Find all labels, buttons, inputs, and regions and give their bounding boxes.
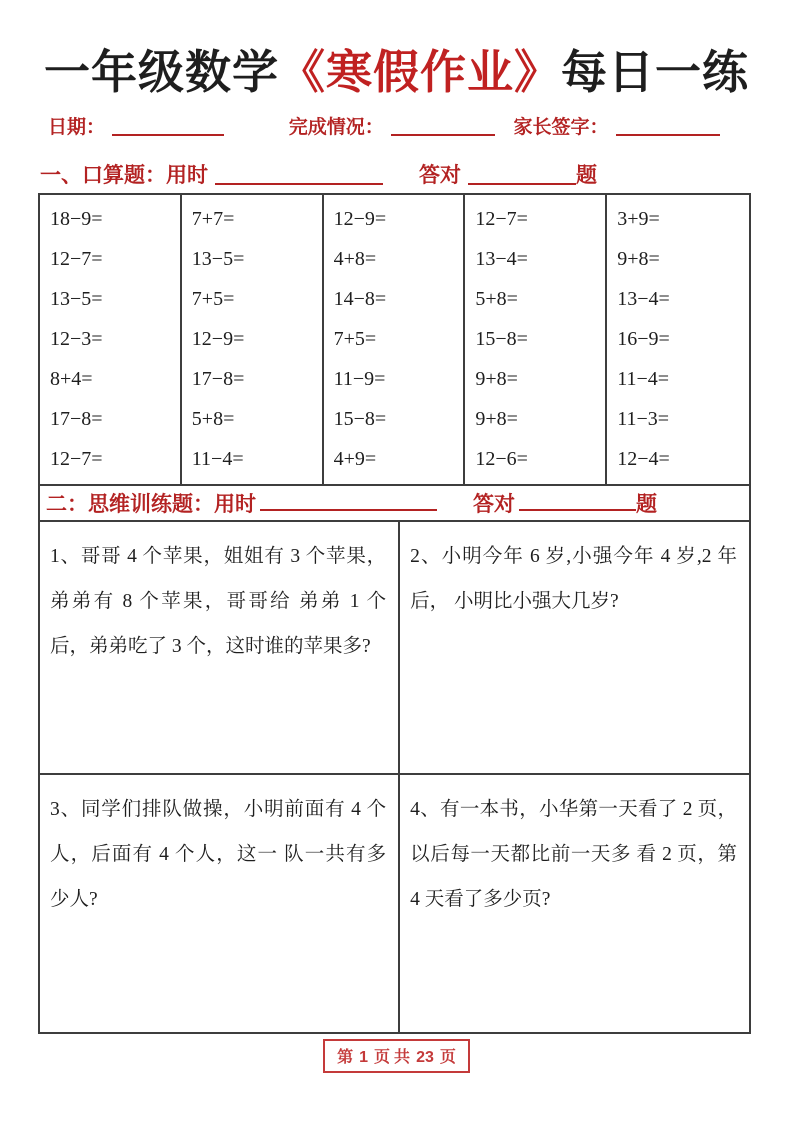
math-problem: 11−4= bbox=[191, 447, 244, 470]
oral-column-3 bbox=[324, 195, 466, 484]
math-problem: 12−4= bbox=[617, 447, 670, 470]
section2-title: 二：思维训练题：用时 bbox=[46, 492, 256, 516]
title-book-name: 《寒假作业》 bbox=[279, 47, 561, 98]
math-problem: 12−9= bbox=[191, 327, 245, 350]
oral-column-2 bbox=[182, 195, 324, 484]
word-problem-4: 4、有一本书，小华第一天看了 2 页，以后每一天都比前一天多 看 2 页，第 4 天看了多少页? bbox=[410, 799, 737, 910]
completion-field bbox=[289, 117, 495, 138]
section1-title: 一、口算题：用时 bbox=[40, 163, 208, 187]
word-problem-1: 1、哥哥 4 个苹果，姐姐有 3 个苹果，弟弟有 8 个苹果，哥哥给 弟弟 1 个后，弟弟吃了 3 个，这时谁的苹果多? bbox=[40, 522, 400, 775]
math-problem: 13−5= bbox=[50, 288, 103, 311]
math-problem: 5+8= bbox=[475, 288, 518, 311]
signature-field bbox=[514, 117, 720, 138]
math-problem: 8+4= bbox=[50, 367, 93, 390]
section2-time-blank bbox=[260, 495, 437, 511]
section2-correct-blank bbox=[519, 495, 636, 511]
math-problem: 12−7= bbox=[50, 447, 103, 470]
signature-label: 家长签字： bbox=[513, 117, 609, 138]
math-problem: 17−8= bbox=[191, 367, 245, 390]
title-daily-practice: 每日一练 bbox=[561, 47, 749, 98]
worksheet-table bbox=[38, 193, 751, 1034]
oral-column-1 bbox=[40, 195, 182, 484]
math-problem: 11−9= bbox=[333, 367, 386, 390]
info-line bbox=[48, 112, 720, 139]
math-problem: 12−7= bbox=[50, 248, 103, 271]
page-title bbox=[0, 36, 793, 102]
word-problem-3: 3、同学们排队做操，小明前面有 4 个人，后面有 4 个人，这一 队一共有多少人? bbox=[40, 775, 400, 1032]
section1-time-blank bbox=[215, 169, 383, 185]
section2-unit-label: 题 bbox=[636, 492, 657, 516]
page-number-box bbox=[323, 1039, 470, 1073]
date-field bbox=[48, 117, 224, 138]
oral-column-5 bbox=[607, 195, 749, 484]
math-problem: 13−4= bbox=[617, 288, 670, 311]
math-problem: 3+9= bbox=[617, 208, 660, 231]
math-problem: 13−4= bbox=[475, 248, 528, 271]
word-problem-2: 2、小明今年 6 岁,小强今年 4 岁,2 年后， 小明比小强大几岁? bbox=[400, 522, 749, 775]
math-problem: 4+8= bbox=[333, 248, 377, 271]
completion-label: 完成情况： bbox=[288, 117, 384, 138]
math-problem: 15−8= bbox=[475, 327, 528, 350]
section1-correct-label: 答对 bbox=[419, 163, 461, 187]
footer-suffix: 页 bbox=[439, 1049, 456, 1066]
math-problem: 12−9= bbox=[333, 208, 387, 231]
math-problem: 12−7= bbox=[475, 208, 528, 231]
section1-header bbox=[40, 159, 597, 189]
math-problem: 4+9= bbox=[333, 447, 377, 470]
math-problem: 5+8= bbox=[191, 407, 235, 430]
math-problem: 7+5= bbox=[191, 288, 235, 311]
math-problem: 11−4= bbox=[617, 367, 670, 390]
section2-header bbox=[40, 486, 749, 522]
page-total: 23 bbox=[416, 1049, 434, 1066]
oral-problems-grid bbox=[40, 195, 749, 486]
signature-blank-line bbox=[616, 120, 720, 136]
math-problem: 17−8= bbox=[50, 407, 103, 430]
word-problems-grid bbox=[40, 522, 749, 1032]
date-label: 日期： bbox=[48, 117, 106, 138]
math-problem: 9+8= bbox=[617, 248, 660, 271]
footer-prefix: 第 bbox=[337, 1049, 354, 1066]
math-problem: 9+8= bbox=[475, 367, 518, 390]
section2-correct-label: 答对 bbox=[473, 492, 515, 516]
math-problem: 14−8= bbox=[333, 288, 387, 311]
math-problem: 16−9= bbox=[617, 327, 670, 350]
math-problem: 9+8= bbox=[475, 407, 518, 430]
footer-middle: 页 共 bbox=[374, 1049, 411, 1066]
math-problem: 15−8= bbox=[333, 407, 387, 430]
math-problem: 7+7= bbox=[191, 208, 235, 231]
page-footer bbox=[0, 1039, 793, 1073]
section1-unit-label: 题 bbox=[576, 163, 597, 187]
math-problem: 18−9= bbox=[50, 208, 103, 231]
math-problem: 13−5= bbox=[191, 248, 245, 271]
title-grade-subject: 一年级数学 bbox=[44, 47, 279, 98]
oral-column-4 bbox=[465, 195, 607, 484]
math-problem: 11−3= bbox=[617, 407, 670, 430]
completion-blank-line bbox=[391, 120, 495, 136]
math-problem: 12−3= bbox=[50, 327, 103, 350]
math-problem: 12−6= bbox=[475, 447, 528, 470]
math-problem: 7+5= bbox=[333, 327, 377, 350]
date-blank-line bbox=[112, 120, 224, 136]
page-current: 1 bbox=[359, 1049, 369, 1066]
section1-correct-blank bbox=[468, 169, 576, 185]
